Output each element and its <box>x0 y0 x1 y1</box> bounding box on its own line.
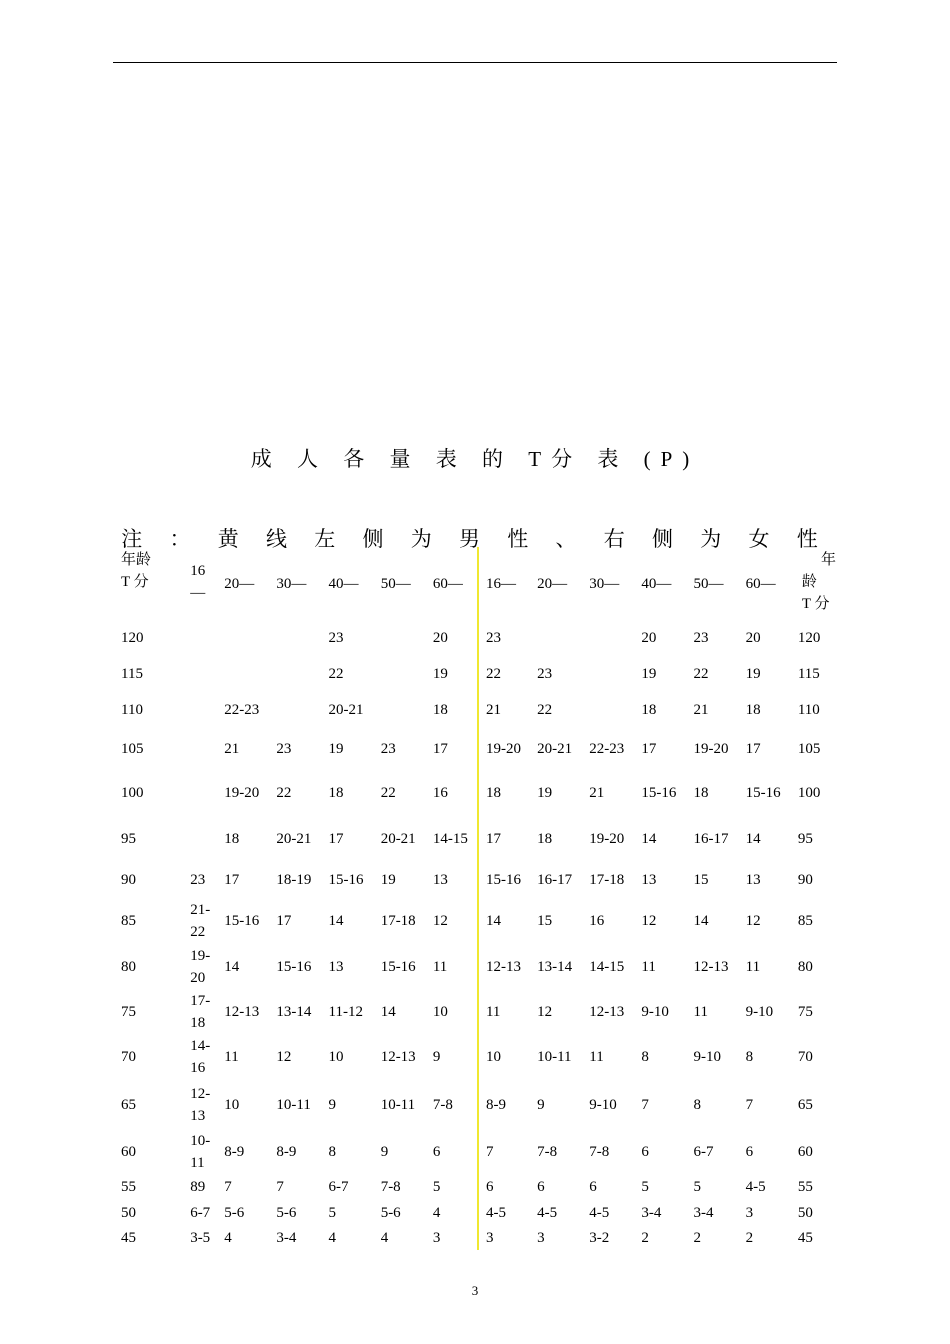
raw-score-cell: 20 <box>745 630 761 646</box>
raw-score-cell: 15-16 <box>328 872 364 888</box>
raw-score-cell: 17-18 <box>589 872 625 888</box>
raw-score-cell: 19 <box>328 741 344 757</box>
raw-score-cell: 22 <box>380 785 396 801</box>
raw-score-cell: 9 <box>380 1144 389 1160</box>
raw-score-cell: 19-20 <box>190 948 211 986</box>
raw-score-cell: 10 <box>328 1049 344 1065</box>
raw-score-cell <box>582 620 634 656</box>
raw-score-cell: 3-4 <box>693 1204 714 1221</box>
raw-score-cell: 5-6 <box>380 1204 401 1221</box>
tscore-cell-left: 120 <box>121 630 144 646</box>
raw-score-cell <box>183 656 217 692</box>
raw-score-cell: 7-8 <box>537 1144 558 1160</box>
raw-score-cell: 17 <box>224 872 240 888</box>
tscore-cell-left: 100 <box>121 785 144 801</box>
raw-score-cell: 14 <box>380 1004 396 1020</box>
raw-score-cell: 6 <box>426 1130 478 1174</box>
raw-score-cell: 8-9 <box>224 1144 245 1160</box>
raw-score-cell: 23 <box>380 741 396 757</box>
raw-score-cell: 6-7 <box>328 1179 349 1195</box>
raw-score-cell: 20-21 <box>276 831 312 847</box>
raw-score-cell: 6-7 <box>190 1204 211 1221</box>
raw-score-cell <box>217 656 269 692</box>
table-row <box>113 620 848 656</box>
raw-score-cell: 22-23 <box>224 702 260 718</box>
raw-score-cell: 20-21 <box>380 831 416 847</box>
tscore-cell-left: 80 <box>121 959 136 975</box>
raw-score-cell: 21 <box>693 702 709 718</box>
raw-score-cell: 23 <box>190 872 206 888</box>
raw-score-cell: 12 <box>276 1049 292 1065</box>
age-header-cell: 40— <box>641 575 672 592</box>
raw-score-cell: 13 <box>641 872 657 888</box>
raw-score-cell: 5 <box>641 1179 649 1195</box>
raw-score-cell: 14 <box>328 913 344 929</box>
raw-score-cell: 14 <box>745 831 761 847</box>
page-title: 成 人 各 量 表 的 T分 表 (P) <box>250 447 700 471</box>
raw-score-cell: 16 <box>426 770 478 816</box>
table-row <box>113 1225 848 1250</box>
tscore-cell-right: 95 <box>797 831 813 847</box>
raw-score-cell: 23 <box>537 666 553 682</box>
raw-score-cell: 9 <box>426 1034 478 1080</box>
raw-score-cell: 17-18 <box>380 913 416 929</box>
raw-score-cell: 8-9 <box>276 1144 297 1160</box>
raw-score-cell <box>582 692 634 728</box>
raw-score-cell: 10-11 <box>276 1097 311 1113</box>
raw-score-cell: 4-5 <box>537 1204 558 1221</box>
raw-score-cell: 3 <box>537 1229 545 1246</box>
raw-score-cell: 15-16 <box>745 785 781 801</box>
tscore-cell-right: 80 <box>797 959 813 975</box>
raw-score-cell: 15-16 <box>641 785 677 801</box>
tscore-cell-right: 55 <box>797 1179 813 1195</box>
raw-score-cell: 11 <box>485 1004 501 1020</box>
raw-score-cell: 3-4 <box>276 1229 297 1246</box>
raw-score-cell: 17 <box>426 728 478 770</box>
age-header-cell: 50— <box>693 575 724 592</box>
raw-score-cell: 10-11 <box>190 1133 211 1171</box>
raw-score-cell: 5-6 <box>224 1204 245 1221</box>
tscore-cell-left: 60 <box>121 1144 136 1160</box>
raw-score-cell: 10-11 <box>537 1049 572 1065</box>
raw-score-cell: 22 <box>693 666 709 682</box>
raw-score-cell: 2 <box>693 1229 702 1246</box>
raw-score-cell: 10 <box>426 990 478 1034</box>
tscore-cell-right: 105 <box>797 741 821 757</box>
raw-score-cell: 13 <box>426 862 478 898</box>
raw-score-cell: 7-8 <box>426 1080 478 1130</box>
raw-score-cell: 11 <box>745 959 761 975</box>
age-header-cell: 16— <box>485 575 516 592</box>
raw-score-cell <box>374 656 426 692</box>
raw-score-cell: 13-14 <box>537 959 573 975</box>
raw-score-cell: 22 <box>328 666 344 682</box>
table-row <box>113 1130 848 1174</box>
raw-score-cell: 13-14 <box>276 1004 312 1020</box>
raw-score-cell: 9 <box>537 1097 545 1113</box>
t-score-table <box>113 547 848 1250</box>
raw-score-cell: 18 <box>693 785 709 801</box>
raw-score-cell: 16 <box>589 913 605 929</box>
raw-score-cell: 18 <box>426 692 478 728</box>
tscore-cell-right: 110 <box>797 702 820 718</box>
raw-score-cell: 8 <box>693 1097 702 1113</box>
raw-score-cell: 11-12 <box>328 1004 363 1020</box>
age-header-cell: 60— <box>426 547 478 620</box>
raw-score-cell: 14 <box>641 831 657 847</box>
raw-score-cell: 15-16 <box>276 959 312 975</box>
raw-score-cell: 23 <box>328 630 344 646</box>
age-header-cell: 60— <box>745 575 776 592</box>
table-row <box>113 898 848 944</box>
raw-score-cell: 6 <box>485 1179 494 1195</box>
raw-score-cell <box>183 620 217 656</box>
raw-score-cell: 18 <box>537 831 553 847</box>
raw-score-cell <box>269 620 321 656</box>
table-row <box>113 862 848 898</box>
raw-score-cell: 23 <box>693 630 709 646</box>
age-header-cell: 20— <box>537 575 568 592</box>
raw-score-cell: 9 <box>328 1097 337 1113</box>
raw-score-cell: 14-15 <box>589 959 625 975</box>
table-body <box>113 620 848 1250</box>
tscore-cell-right: 65 <box>797 1097 813 1113</box>
raw-score-cell: 7 <box>745 1097 754 1113</box>
raw-score-cell: 12-13 <box>693 959 729 975</box>
raw-score-cell: 17 <box>328 831 344 847</box>
raw-score-cell: 21 <box>485 702 501 718</box>
raw-score-cell: 3-5 <box>190 1229 211 1246</box>
table-note: 注 ： 黄 线 左 侧 为 男 性 、 右 侧 为 女 性 <box>121 527 829 551</box>
tscore-cell-right: 45 <box>797 1229 813 1246</box>
raw-score-cell: 21-22 <box>190 902 211 940</box>
tscore-cell-right: 70 <box>797 1049 813 1065</box>
tscore-cell-right: 50 <box>797 1204 813 1221</box>
raw-score-cell: 4-5 <box>485 1204 506 1221</box>
tscore-cell-right: 120 <box>797 630 821 646</box>
raw-score-cell: 7-8 <box>589 1144 610 1160</box>
table-row <box>113 1034 848 1080</box>
raw-score-cell: 9-10 <box>641 1004 669 1020</box>
raw-score-cell <box>183 728 217 770</box>
table-row <box>113 990 848 1034</box>
raw-score-cell: 10 <box>224 1097 240 1113</box>
raw-score-cell: 18 <box>745 702 761 718</box>
raw-score-cell: 14 <box>693 913 709 929</box>
raw-score-cell: 18 <box>641 702 657 718</box>
raw-score-cell <box>582 656 634 692</box>
table-row <box>113 816 848 862</box>
raw-score-cell: 7-8 <box>380 1179 401 1195</box>
raw-score-cell: 6 <box>641 1144 649 1160</box>
raw-score-cell: 8-9 <box>485 1097 506 1113</box>
raw-score-cell: 19-20 <box>693 741 729 757</box>
raw-score-cell: 10 <box>485 1049 501 1065</box>
raw-score-cell: 22 <box>276 785 292 801</box>
raw-score-cell: 7 <box>276 1179 284 1195</box>
raw-score-cell: 9-10 <box>745 1004 774 1020</box>
page-number: 3 <box>471 1283 479 1298</box>
raw-score-cell: 11 <box>641 959 656 975</box>
raw-score-cell: 14 <box>224 959 240 975</box>
raw-score-cell: 12-13 <box>380 1049 416 1065</box>
raw-score-cell: 4 <box>426 1200 478 1225</box>
raw-score-cell <box>183 770 217 816</box>
raw-score-cell: 16-17 <box>537 872 573 888</box>
tscore-cell-left: 90 <box>121 872 136 888</box>
raw-score-cell <box>217 620 269 656</box>
table-row <box>113 656 848 692</box>
raw-score-cell <box>269 692 321 728</box>
table-row <box>113 1174 848 1200</box>
tscore-cell-right: 75 <box>797 1004 813 1020</box>
table-row <box>113 692 848 728</box>
raw-score-cell: 15-16 <box>485 872 521 888</box>
raw-score-cell: 6 <box>537 1179 545 1195</box>
table-row <box>113 944 848 990</box>
raw-score-cell: 4 <box>224 1229 232 1246</box>
raw-score-cell: 2 <box>641 1229 649 1246</box>
raw-score-cell: 3-4 <box>641 1204 662 1221</box>
raw-score-cell: 14 <box>485 913 501 929</box>
tscore-cell-left: 85 <box>121 913 136 929</box>
raw-score-cell: 16-17 <box>693 831 729 847</box>
raw-score-cell: 89 <box>190 1179 206 1195</box>
raw-score-cell: 12 <box>426 898 478 944</box>
raw-score-cell: 5 <box>693 1179 702 1195</box>
tscore-cell-left: 55 <box>121 1179 136 1195</box>
raw-score-cell: 8 <box>641 1049 649 1065</box>
raw-score-cell: 12-13 <box>190 1086 211 1124</box>
raw-score-cell <box>269 656 321 692</box>
raw-score-cell: 17-18 <box>190 993 211 1031</box>
raw-score-cell: 20 <box>426 620 478 656</box>
raw-score-cell: 17 <box>641 741 657 757</box>
age-header-cell: 20— <box>224 575 255 592</box>
raw-score-cell: 12-13 <box>224 1004 260 1020</box>
raw-score-cell: 4-5 <box>745 1179 766 1195</box>
raw-score-cell: 22 <box>485 666 501 682</box>
raw-score-cell: 13 <box>745 872 761 888</box>
raw-score-cell: 21 <box>589 785 605 801</box>
tscore-cell-left: 45 <box>121 1229 136 1246</box>
raw-score-cell: 22 <box>537 702 553 718</box>
raw-score-cell: 4-5 <box>589 1204 610 1221</box>
raw-score-cell: 2 <box>745 1229 754 1246</box>
raw-score-cell: 17 <box>485 831 501 847</box>
tscore-cell-right: 85 <box>797 913 813 929</box>
raw-score-cell: 5 <box>328 1204 337 1221</box>
tscore-cell-left: 105 <box>121 741 144 757</box>
tscore-cell-left: 70 <box>121 1049 136 1065</box>
tscore-cell-left: 65 <box>121 1097 136 1113</box>
raw-score-cell: 12 <box>641 913 657 929</box>
raw-score-cell: 19 <box>641 666 657 682</box>
raw-score-cell: 18 <box>224 831 240 847</box>
raw-score-cell: 3 <box>745 1204 754 1221</box>
raw-score-cell: 12 <box>537 1004 553 1020</box>
raw-score-cell: 12-13 <box>485 959 521 975</box>
raw-score-cell: 18-19 <box>276 872 312 888</box>
raw-score-cell: 13 <box>328 959 344 975</box>
raw-score-cell: 15-16 <box>380 959 416 975</box>
raw-score-cell: 11 <box>589 1049 604 1065</box>
raw-score-cell: 20 <box>641 630 657 646</box>
table-row <box>113 1080 848 1130</box>
raw-score-cell: 5-6 <box>276 1204 297 1221</box>
raw-score-cell: 19-20 <box>589 831 625 847</box>
table-row <box>113 728 848 770</box>
tscore-cell-left: 115 <box>121 666 143 682</box>
raw-score-cell: 23 <box>485 630 501 646</box>
table-row <box>113 1200 848 1225</box>
raw-score-cell: 3-2 <box>589 1229 610 1246</box>
raw-score-cell: 6 <box>589 1179 597 1195</box>
raw-score-cell: 8 <box>745 1049 754 1065</box>
tscore-cell-right: 100 <box>797 785 821 801</box>
age-header-cell: 40— <box>328 575 359 592</box>
table-row <box>113 770 848 816</box>
raw-score-cell: 7 <box>485 1144 494 1160</box>
tscore-cell-right: 60 <box>797 1144 813 1160</box>
raw-score-cell: 19 <box>426 656 478 692</box>
age-header-cell: 30— <box>276 575 307 592</box>
raw-score-cell: 17 <box>745 741 761 757</box>
raw-score-cell: 9-10 <box>693 1049 722 1065</box>
age-header-cell: 16— <box>190 563 206 601</box>
raw-score-cell <box>374 620 426 656</box>
raw-score-cell: 20-21 <box>328 702 364 718</box>
raw-score-cell: 12-13 <box>589 1004 625 1020</box>
raw-score-cell: 12 <box>745 913 761 929</box>
raw-score-cell: 7 <box>224 1179 232 1195</box>
raw-score-cell: 23 <box>276 741 292 757</box>
raw-score-cell: 11 <box>693 1004 708 1020</box>
header-row <box>113 547 848 620</box>
tscore-cell-right: 115 <box>797 666 820 682</box>
raw-score-cell: 22-23 <box>589 741 625 757</box>
raw-score-cell: 6 <box>745 1144 754 1160</box>
raw-score-cell: 15-16 <box>224 913 260 929</box>
raw-score-cell <box>183 692 217 728</box>
raw-score-cell: 20-21 <box>537 741 573 757</box>
raw-score-cell: 8 <box>328 1144 337 1160</box>
tscore-cell-left: 75 <box>121 1004 136 1020</box>
raw-score-cell: 4 <box>380 1229 389 1246</box>
raw-score-cell <box>374 692 426 728</box>
raw-score-cell <box>530 620 582 656</box>
tscore-cell-left: 95 <box>121 831 136 847</box>
age-header-cell: 30— <box>589 575 620 592</box>
raw-score-cell: 7 <box>641 1097 649 1113</box>
raw-score-cell: 18 <box>485 785 501 801</box>
raw-score-cell: 4 <box>328 1229 337 1246</box>
raw-score-cell: 17 <box>276 913 292 929</box>
age-header-cell: 50— <box>380 575 411 592</box>
raw-score-cell: 6-7 <box>693 1144 714 1160</box>
raw-score-cell: 10-11 <box>380 1097 416 1113</box>
raw-score-cell: 18 <box>328 785 344 801</box>
tscore-cell-left: 110 <box>121 702 143 718</box>
header-rule <box>113 62 837 63</box>
raw-score-cell: 9-10 <box>589 1097 617 1113</box>
raw-score-cell: 19 <box>380 872 396 888</box>
raw-score-cell: 11 <box>426 944 478 990</box>
raw-score-cell: 14-16 <box>190 1038 211 1076</box>
raw-score-cell: 3 <box>485 1229 494 1246</box>
raw-score-cell: 21 <box>224 741 240 757</box>
raw-score-cell <box>183 816 217 862</box>
raw-score-cell: 15 <box>693 872 709 888</box>
raw-score-cell: 19 <box>537 785 553 801</box>
raw-score-cell: 19-20 <box>485 741 521 757</box>
raw-score-cell: 19 <box>745 666 761 682</box>
raw-score-cell: 3 <box>426 1225 478 1250</box>
age-tscore-label-left: 年龄 T 分 <box>121 552 152 590</box>
raw-score-cell: 15 <box>537 913 553 929</box>
raw-score-cell: 11 <box>224 1049 239 1065</box>
age-tscore-label-right: 年 龄 T 分 <box>801 552 836 612</box>
tscore-cell-left: 50 <box>121 1204 136 1221</box>
raw-score-cell: 19-20 <box>224 785 260 801</box>
raw-score-cell: 14-15 <box>426 816 478 862</box>
tscore-cell-right: 90 <box>797 872 813 888</box>
raw-score-cell: 5 <box>426 1174 478 1200</box>
